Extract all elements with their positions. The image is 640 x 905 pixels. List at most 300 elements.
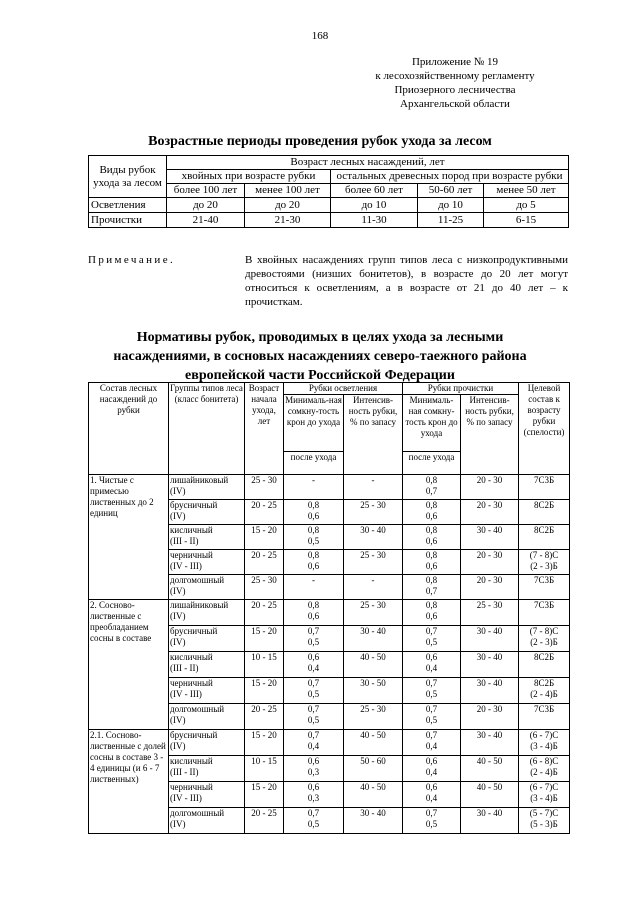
table2-thinning-intensity-cell [461, 730, 519, 756]
table2-forest-type-2: (IV) [170, 486, 186, 496]
table2-start-age-cell [245, 808, 284, 834]
table2-target-composition-cell [519, 704, 570, 730]
table2-thinning-density-2: 0,5 [425, 689, 438, 699]
table2-forest-type-cell [169, 475, 245, 500]
table2-thinning-density-cell [403, 475, 461, 500]
table2-thinning-density-2: 0,5 [425, 819, 438, 829]
table1-row-name: Прочистки [89, 213, 167, 228]
table2-cleaning-density-2: 0,3 [307, 793, 320, 803]
table2-cleaning-density: 0,7 [307, 808, 320, 818]
table2-thinning-intensity-cell [461, 626, 519, 652]
table2-target-composition-2: (2 - 4)Б [530, 767, 558, 777]
table2-forest-type-cell [169, 575, 245, 600]
table2-forest-type: кисличный [170, 652, 213, 662]
table2-cleaning-intensity: 40 - 50 [360, 652, 386, 662]
table2-row [89, 600, 570, 626]
table2-cleaning-density: 0,7 [307, 678, 320, 688]
table2-cleaning-intensity-cell [344, 600, 403, 626]
table1-cell: до 10 [418, 198, 484, 213]
table2-target-composition: 8С2Б [533, 525, 555, 535]
table2-thinning-density-cell [403, 525, 461, 550]
table2-thinning-density-2: 0,5 [425, 715, 438, 725]
table1-row [89, 213, 569, 228]
table2-cleaning-intensity: 25 - 30 [360, 500, 386, 510]
table2-forest-type-2: (IV) [170, 637, 186, 647]
table2-forest-type: брусничный [170, 730, 218, 740]
table2-thinning-intensity: 20 - 30 [476, 550, 503, 560]
table1-cell: до 20 [167, 198, 245, 213]
table2-forest-type: брусничный [170, 500, 218, 510]
table2-cleaning-intensity-cell [344, 626, 403, 652]
table2-body [89, 383, 570, 834]
table2-cleaning-intensity-cell [344, 550, 403, 575]
table2-forest-type-2: (IV) [170, 741, 186, 751]
note-label: Примечание. [88, 254, 176, 266]
table2-start-age-cell [245, 600, 284, 626]
appendix-line: Приложение № 19 [411, 56, 499, 68]
table2-start-age-cell [245, 626, 284, 652]
table1-cell: 21-40 [167, 213, 245, 228]
table2-thinning-density-cell [403, 626, 461, 652]
table2-thinning-intensity-cell [461, 678, 519, 704]
table2-thinning-density-cell [403, 730, 461, 756]
table2-target-composition: (5 - 7)С [529, 808, 559, 818]
table2-cleaning-intensity-cell [344, 808, 403, 834]
table2-thinning-intensity: 25 - 30 [476, 600, 503, 610]
table2-forest-type: лишайниковый [170, 475, 229, 485]
table2-cleaning-density-cell [284, 626, 344, 652]
table2-target-composition-cell [519, 652, 570, 678]
table2-cleaning-density-2: 0,3 [307, 767, 320, 777]
table2-composition-cell: 2. Сосново-лиственные с преобладанием сосны в составе [89, 600, 169, 730]
table2-col-thinning-intensity: Интенсив-ность рубки, % по запасу [461, 395, 519, 475]
table2-target-composition-2: (3 - 4)Б [530, 793, 558, 803]
table2-thinning-intensity-cell [461, 475, 519, 500]
table2-thinning-intensity-cell [461, 808, 519, 834]
table2-start-age-cell [245, 678, 284, 704]
table2-target-composition: (7 - 8)С [529, 550, 559, 560]
table2-thinning-intensity-cell [461, 756, 519, 782]
table2-cleaning-density-cell [284, 730, 344, 756]
table2-start-age: 20 - 25 [251, 808, 277, 818]
table2-cleaning-intensity-cell [344, 678, 403, 704]
table2-target-composition-cell [519, 500, 570, 525]
table2-cleaning-density-2: 0,5 [307, 715, 320, 725]
table2-cleaning-density-2: 0,4 [307, 741, 320, 751]
table2-forest-type-2: (IV - III) [170, 689, 202, 699]
table1-subheader: более 60 лет [331, 184, 418, 198]
table2-thinning-intensity-cell [461, 550, 519, 575]
table2-thinning-intensity: 40 - 50 [476, 782, 503, 792]
table1-cell: до 10 [331, 198, 418, 213]
appendix-line: Архангельской области [400, 98, 510, 110]
table2-start-age: 25 - 30 [251, 475, 277, 485]
table2-cleaning-intensity: 30 - 50 [360, 678, 386, 688]
table1-cell: 6-15 [484, 213, 569, 228]
table2-target-composition-2: (2 - 4)Б [530, 689, 558, 699]
table2-cleaning-density-2: 0,6 [307, 511, 320, 521]
table2-start-age-cell [245, 730, 284, 756]
table1-row [89, 198, 569, 213]
table2-col-thinning-min: Минималь-ная сомкну-тость крон до ухода [403, 395, 461, 452]
table2-forest-type: черничный [170, 678, 213, 688]
table2-thinning-intensity: 20 - 30 [476, 475, 503, 485]
table2-target-composition-cell [519, 550, 570, 575]
table2-composition-cell: 1. Чистые с примесью лиственных до 2 единиц [89, 475, 169, 600]
table2-cleaning-intensity: 40 - 50 [360, 730, 386, 740]
table2-thinning-intensity: 30 - 40 [476, 808, 503, 818]
table2-cleaning-intensity: 30 - 40 [360, 808, 386, 818]
table2-forest-type-cell [169, 525, 245, 550]
table2-cleaning-density: 0,6 [307, 652, 320, 662]
table1-col-other: остальных древесных пород при возрасте рубки [331, 170, 569, 184]
table2-thinning-intensity: 20 - 30 [476, 500, 503, 510]
table2-cleaning-density-2: 0,5 [307, 637, 320, 647]
table2-cleaning-intensity: 25 - 30 [360, 704, 386, 714]
table2-thinning-intensity: 30 - 40 [476, 730, 503, 740]
table1-subheader: менее 50 лет [484, 184, 569, 198]
table2-forest-type-cell [169, 500, 245, 525]
table2-thinning-intensity: 20 - 30 [476, 704, 503, 714]
table2-forest-type-2: (IV) [170, 511, 186, 521]
table2-cleaning-density: 0,8 [307, 550, 320, 560]
table2-cleaning-intensity: 30 - 40 [360, 626, 386, 636]
table2-thinning-density: 0,8 [425, 600, 438, 610]
table2-col-age: Возраст начала ухода, лет [245, 383, 284, 475]
table2-cleaning-density: 0,8 [307, 500, 320, 510]
table2-cleaning-density-2: 0,5 [307, 536, 320, 546]
note-paragraph [88, 253, 568, 309]
table2-target-composition: 7С3Б [533, 600, 555, 610]
table2-target-composition: 8С2Б [533, 678, 555, 688]
table2-start-age: 15 - 20 [251, 525, 277, 535]
table2-start-age-cell [245, 550, 284, 575]
table1-title: Возрастные периоды проведения рубок ухода за лесом [148, 134, 492, 149]
table2-cleaning-intensity-cell [344, 704, 403, 730]
table2-col-cleaning-after: после ухода [284, 452, 344, 475]
table2-thinning-intensity-cell [461, 600, 519, 626]
table2-thinning-density-2: 0,5 [425, 637, 438, 647]
table2-thinning-intensity-cell [461, 575, 519, 600]
table2-col-thinning: Рубки прочистки [403, 383, 519, 395]
table2-cleaning-density: 0,6 [307, 756, 320, 766]
table2-thinning-density-cell [403, 652, 461, 678]
table1-header-row [89, 156, 569, 170]
table2-target-composition-cell [519, 600, 570, 626]
table2-forest-type-cell [169, 626, 245, 652]
table2-thinning-density-cell [403, 678, 461, 704]
appendix-line: Приозерного лесничества [394, 84, 516, 96]
table2-col-thinning-after: после ухода [403, 452, 461, 475]
table1-cell: 21-30 [245, 213, 331, 228]
table2-target-composition: (6 - 7)С [529, 730, 559, 740]
table2-cleaning-intensity-cell [344, 652, 403, 678]
table2-cleaning-density-cell [284, 475, 344, 500]
table2-start-age: 15 - 20 [251, 626, 277, 636]
table2-thinning-intensity-cell [461, 525, 519, 550]
table2-cleaning-density: - [312, 575, 315, 585]
thinning-norms-table [88, 382, 570, 834]
table2-cleaning-density-2: 0,6 [307, 561, 320, 571]
table2-cleaning-density-2: 0,5 [307, 819, 320, 829]
table2-thinning-density: 0,7 [425, 704, 438, 714]
table1-col-kind: Виды рубок ухода за лесом [89, 156, 167, 198]
table2-title-line: Нормативы рубок, проводимых в целях ухода за лесными [136, 330, 504, 345]
table2-target-composition-cell [519, 575, 570, 600]
table2-thinning-density-cell [403, 600, 461, 626]
table2-target-composition-cell [519, 808, 570, 834]
table2-thinning-density-cell [403, 756, 461, 782]
table2-target-composition: (7 - 8)С [529, 626, 559, 636]
table2-target-composition-cell [519, 730, 570, 756]
table2-forest-type-cell [169, 600, 245, 626]
table2-target-composition-2: (3 - 4)Б [530, 741, 558, 751]
table2-forest-type-2: (III - II) [170, 663, 199, 673]
table2-start-age-cell [245, 575, 284, 600]
table2-row [89, 730, 570, 756]
table1-col-age: Возраст лесных насаждений, лет [167, 156, 569, 170]
table2-cleaning-density: 0,7 [307, 704, 320, 714]
table2-target-composition: 7С3Б [533, 575, 555, 585]
table2-thinning-density: 0,8 [425, 525, 438, 535]
table2-forest-type-2: (IV) [170, 611, 186, 621]
table2-target-composition: 8С2Б [533, 652, 555, 662]
table2-cleaning-density-cell [284, 678, 344, 704]
table2-header-row [89, 383, 570, 395]
table2-thinning-intensity: 30 - 40 [476, 678, 503, 688]
age-periods-table [88, 155, 569, 228]
table2-forest-type-2: (IV - III) [170, 793, 202, 803]
table2-cleaning-density: 0,6 [307, 782, 320, 792]
table2-composition-cell: 2.1. Сосново-лиственные с долей сосны в составе 3 - 4 единицы (и 6 - 7 лиственных) [89, 730, 169, 834]
table2-thinning-density-2: 0,6 [425, 536, 438, 546]
table2-start-age: 15 - 20 [251, 678, 277, 688]
table2-forest-type: кисличный [170, 525, 213, 535]
table2-cleaning-intensity: - [371, 575, 375, 585]
table2-thinning-intensity: 30 - 40 [476, 652, 503, 662]
table2-cleaning-intensity: 40 - 50 [360, 782, 386, 792]
table2-cleaning-density-cell [284, 525, 344, 550]
table2-col-cleaning: Рубки осветления [284, 383, 403, 395]
table2-start-age: 20 - 25 [251, 600, 277, 610]
table2-cleaning-intensity: 25 - 30 [360, 550, 386, 560]
table2-start-age: 25 - 30 [251, 575, 277, 585]
table2-forest-type-cell [169, 550, 245, 575]
table2-start-age-cell [245, 704, 284, 730]
table2-forest-type: долгомошный [170, 808, 225, 818]
table2-target-composition-cell [519, 678, 570, 704]
table2-cleaning-density-2: 0,4 [307, 663, 320, 673]
table2-forest-type-2: (IV - III) [170, 561, 202, 571]
table2-cleaning-intensity-cell [344, 525, 403, 550]
table2-col-groups: Группы типов леса (класс бонитета) [169, 383, 245, 475]
table2-forest-type-2: (IV) [170, 819, 186, 829]
table2-forest-type-cell [169, 730, 245, 756]
table2-thinning-density: 0,8 [425, 475, 438, 485]
table2-title-line: европейской части Российской Федерации [185, 368, 455, 383]
table2-target-composition: (6 - 8)С [529, 756, 559, 766]
table2-thinning-density-2: 0,7 [425, 486, 438, 496]
table2-thinning-intensity-cell [461, 652, 519, 678]
table2-thinning-density: 0,7 [425, 678, 438, 688]
table2-thinning-density: 0,6 [425, 782, 438, 792]
table2-thinning-density-2: 0,4 [425, 793, 438, 803]
table2-cleaning-intensity-cell [344, 500, 403, 525]
table2-col-cleaning-intensity: Интенсив-ность рубки, % по запасу [344, 395, 403, 475]
table2-target-composition: (6 - 7)С [529, 782, 559, 792]
table2-forest-type: долгомошный [170, 575, 225, 585]
table1-cell: до 5 [484, 198, 569, 213]
table2-thinning-density-2: 0,7 [425, 586, 438, 596]
appendix-line: к лесохозяйственному регламенту [375, 70, 535, 82]
table2-target-composition-cell [519, 756, 570, 782]
table2-thinning-density: 0,8 [425, 500, 438, 510]
table2-start-age-cell [245, 652, 284, 678]
table2-thinning-intensity-cell [461, 500, 519, 525]
note-text: В хвойных насаждениях групп типов леса с низкопродуктивными древостоями (низших бонитетов), в возрасте до 20 лет могут относиться к осветлениям, а в возрасте от 21 до 40 лет – к прочисткам. [245, 254, 568, 308]
table2-col-target: Целевой состав к возрасту рубки (спелости) [519, 383, 570, 475]
table2-cleaning-density-cell [284, 500, 344, 525]
table2-cleaning-intensity-cell [344, 756, 403, 782]
table2-thinning-density: 0,7 [425, 730, 438, 740]
table2-target-composition-2: (2 - 3)Б [530, 561, 558, 571]
table2-target-composition-cell [519, 525, 570, 550]
table2-cleaning-density: 0,8 [307, 600, 320, 610]
table2-thinning-density: 0,7 [425, 626, 438, 636]
page-number: 168 [311, 30, 329, 42]
table2-cleaning-intensity: 25 - 30 [360, 600, 386, 610]
table2-thinning-density-cell [403, 704, 461, 730]
table2-row [89, 475, 570, 500]
table2-cleaning-density-cell [284, 704, 344, 730]
table2-cleaning-density-2: 0,5 [307, 689, 320, 699]
table1-subheader: 50-60 лет [418, 184, 484, 198]
table2-thinning-density-cell [403, 500, 461, 525]
table2-cleaning-density: - [312, 475, 315, 485]
table2-thinning-density: 0,8 [425, 575, 438, 585]
table2-thinning-intensity-cell [461, 782, 519, 808]
table2-forest-type-2: (IV) [170, 586, 186, 596]
table2-target-composition-2: (5 - 3)Б [530, 819, 558, 829]
table2-thinning-intensity: 30 - 40 [476, 626, 503, 636]
table2-cleaning-density-2: 0,6 [307, 611, 320, 621]
table2-thinning-density-2: 0,4 [425, 663, 438, 673]
table2-title-line: насаждениями, в сосновых насаждениях северо-таежного района [113, 349, 527, 364]
table2-cleaning-density: 0,7 [307, 730, 320, 740]
table2-thinning-density-cell [403, 550, 461, 575]
table2-thinning-density-cell [403, 808, 461, 834]
table2-thinning-density-2: 0,6 [425, 611, 438, 621]
table2-cleaning-intensity: 50 - 60 [360, 756, 386, 766]
table2-title [40, 328, 600, 385]
table2-forest-type-cell [169, 756, 245, 782]
table2-forest-type: лишайниковый [170, 600, 229, 610]
table2-forest-type: брусничный [170, 626, 218, 636]
table2-cleaning-density: 0,7 [307, 626, 320, 636]
table2-start-age: 15 - 20 [251, 782, 277, 792]
table2-start-age-cell [245, 500, 284, 525]
table2-start-age: 15 - 20 [251, 730, 277, 740]
table1-cell: 11-25 [418, 213, 484, 228]
table2-cleaning-density-cell [284, 652, 344, 678]
table2-thinning-density-2: 0,4 [425, 767, 438, 777]
table2-start-age-cell [245, 525, 284, 550]
table1-row-name: Осветления [89, 198, 167, 213]
table2-target-composition: 7С3Б [533, 704, 555, 714]
table2-forest-type: черничный [170, 782, 213, 792]
table2-forest-type-2: (IV) [170, 715, 186, 725]
table1-subheader: более 100 лет [167, 184, 245, 198]
table2-cleaning-intensity-cell [344, 730, 403, 756]
table2-thinning-density-2: 0,6 [425, 561, 438, 571]
table2-target-composition: 7С3Б [533, 475, 555, 485]
table2-thinning-intensity-cell [461, 704, 519, 730]
table2-thinning-density: 0,6 [425, 652, 438, 662]
table2-thinning-density: 0,7 [425, 808, 438, 818]
table2-target-composition-cell [519, 475, 570, 500]
table2-start-age: 10 - 15 [251, 756, 277, 766]
appendix-header [330, 55, 580, 111]
table2-thinning-intensity: 20 - 30 [476, 575, 503, 585]
table1-cell: 11-30 [331, 213, 418, 228]
table2-thinning-density: 0,8 [425, 550, 438, 560]
table2-start-age-cell [245, 756, 284, 782]
table2-cleaning-density-cell [284, 575, 344, 600]
table2-target-composition: 8С2Б [533, 500, 555, 510]
table2-thinning-density: 0,6 [425, 756, 438, 766]
table2-forest-type-cell [169, 808, 245, 834]
table2-cleaning-density-cell [284, 600, 344, 626]
table2-forest-type-cell [169, 704, 245, 730]
table2-start-age: 20 - 25 [251, 704, 277, 714]
table2-forest-type: кисличный [170, 756, 213, 766]
table2-start-age-cell [245, 475, 284, 500]
table2-cleaning-intensity-cell [344, 575, 403, 600]
table2-cleaning-density-cell [284, 756, 344, 782]
table2-target-composition-cell [519, 626, 570, 652]
table2-target-composition-cell [519, 782, 570, 808]
table1-col-conifer: хвойных при возрасте рубки [167, 170, 331, 184]
table1-subheader: менее 100 лет [245, 184, 331, 198]
table2-col-cleaning-min: Минималь-ная сомкну-тость крон до ухода [284, 395, 344, 452]
table2-target-composition-2: (2 - 3)Б [530, 637, 558, 647]
table2-cleaning-density-cell [284, 550, 344, 575]
table2-thinning-density-cell [403, 782, 461, 808]
table2-forest-type: долгомошный [170, 704, 225, 714]
table1-cell: до 20 [245, 198, 331, 213]
table2-thinning-density-2: 0,4 [425, 741, 438, 751]
table2-cleaning-intensity: 30 - 40 [360, 525, 386, 535]
table2-thinning-intensity: 30 - 40 [476, 525, 503, 535]
table2-cleaning-intensity-cell [344, 475, 403, 500]
table2-forest-type: черничный [170, 550, 213, 560]
table2-thinning-density-2: 0,6 [425, 511, 438, 521]
table2-forest-type-cell [169, 782, 245, 808]
table2-forest-type-2: (III - II) [170, 536, 199, 546]
table2-start-age: 20 - 25 [251, 500, 277, 510]
table2-start-age: 20 - 25 [251, 550, 277, 560]
table2-forest-type-cell [169, 652, 245, 678]
table2-thinning-density-cell [403, 575, 461, 600]
table2-start-age-cell [245, 782, 284, 808]
table2-cleaning-density-cell [284, 782, 344, 808]
table2-start-age: 10 - 15 [251, 652, 277, 662]
table2-cleaning-intensity: - [371, 475, 375, 485]
table2-forest-type-cell [169, 678, 245, 704]
table2-col-composition: Состав лесных насаждений до рубки [89, 383, 169, 475]
table2-cleaning-density-cell [284, 808, 344, 834]
table2-cleaning-intensity-cell [344, 782, 403, 808]
